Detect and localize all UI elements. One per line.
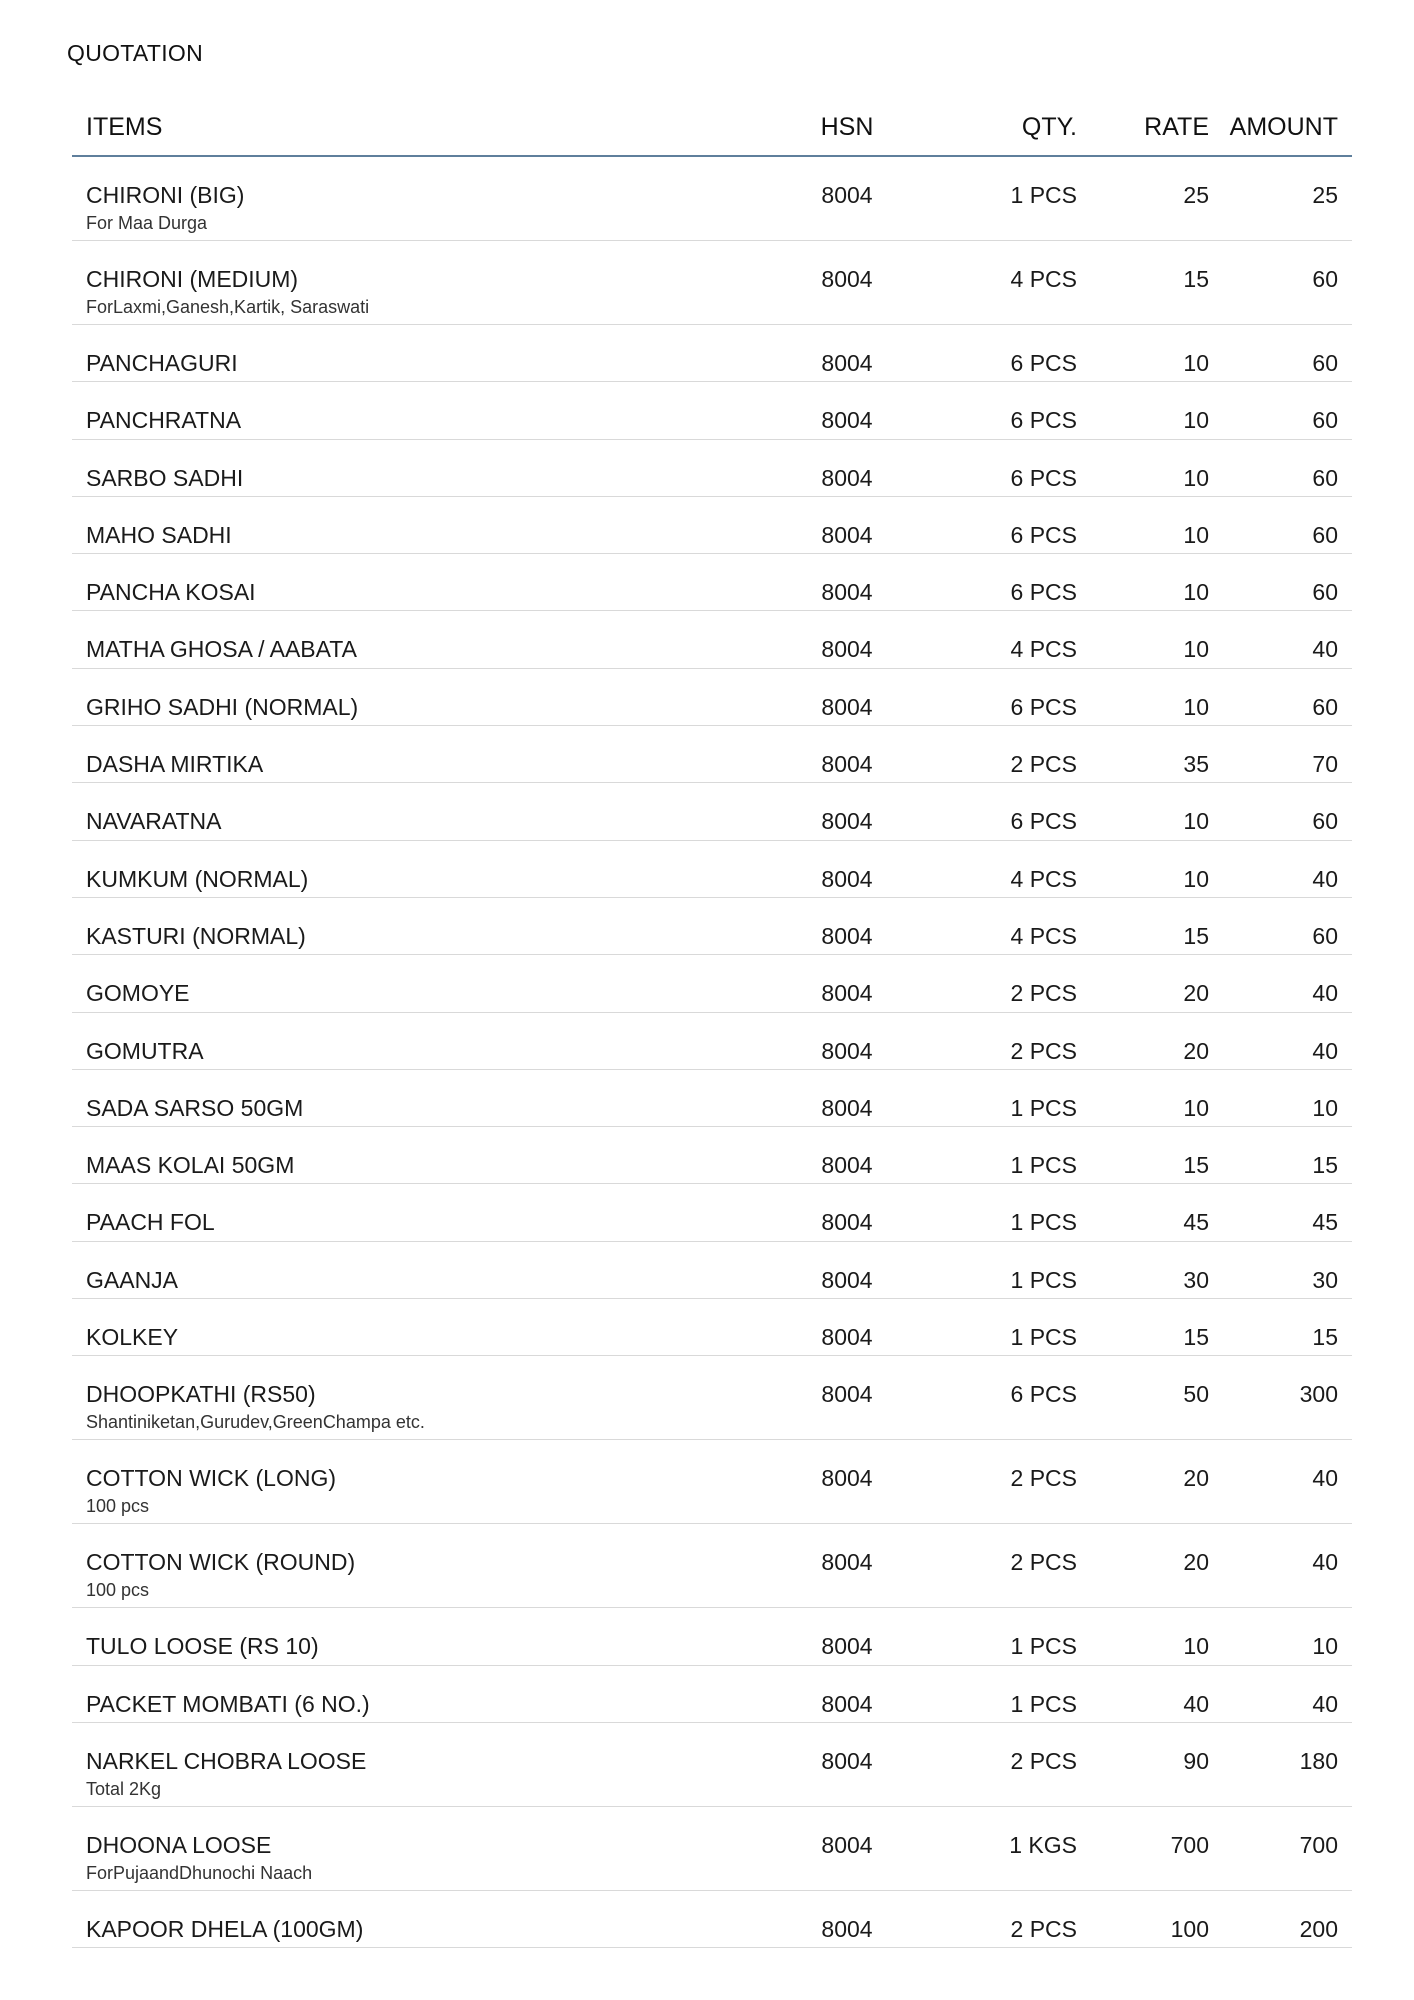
table-row xyxy=(72,1440,1352,1524)
item-name: GOMOYE xyxy=(86,980,190,1007)
amount-cell: 60 xyxy=(1312,579,1338,606)
hsn-cell: 8004 xyxy=(821,407,873,434)
qty-cell: 1 PCS xyxy=(1010,182,1077,208)
item-name: PANCHAGURI xyxy=(86,350,238,376)
item-cell xyxy=(72,241,762,316)
header-rate: RATE xyxy=(1144,113,1209,141)
hsn-cell: 8004 xyxy=(821,1094,873,1121)
document-title: QUOTATION xyxy=(67,40,204,66)
amount-cell: 180 xyxy=(1299,1747,1338,1774)
rate-cell: 10 xyxy=(1183,579,1209,606)
hsn-cell: 8004 xyxy=(821,266,873,292)
hsn-cell: 8004 xyxy=(821,1209,873,1236)
amount-cell: 300 xyxy=(1299,1381,1338,1408)
hsn-cell: 8004 xyxy=(821,1633,873,1660)
amount-cell: 25 xyxy=(1312,182,1338,208)
qty-cell: 4 PCS xyxy=(1010,922,1077,949)
item-name: KUMKUM (NORMAL) xyxy=(86,865,309,892)
amount-cell: 60 xyxy=(1312,266,1338,292)
item-name: DHOOPKATHI (RS50) xyxy=(86,1381,316,1408)
item-cell xyxy=(72,726,762,776)
item-note: 100 pcs xyxy=(86,1580,150,1601)
item-name: GAANJA xyxy=(86,1266,179,1293)
item-name: MAAS KOLAI 50GM xyxy=(86,1152,295,1179)
rate-cell: 10 xyxy=(1183,1633,1209,1660)
item-name: NAVARATNA xyxy=(86,808,222,835)
qty-cell: 2 PCS xyxy=(1010,1037,1077,1064)
header-amount: AMOUNT xyxy=(1229,113,1338,141)
amount-cell: 15 xyxy=(1312,1324,1338,1351)
item-cell xyxy=(72,955,762,1005)
rate-cell: 20 xyxy=(1183,980,1209,1007)
item-cell xyxy=(72,1807,762,1882)
rate-cell: 10 xyxy=(1183,350,1209,376)
item-name: PANCHRATNA xyxy=(86,407,242,434)
hsn-cell: 8004 xyxy=(821,1266,873,1293)
amount-cell: 40 xyxy=(1312,980,1338,1007)
table-row xyxy=(72,726,1352,783)
table-row xyxy=(72,1723,1352,1807)
item-name: TULO LOOSE (RS 10) xyxy=(86,1633,319,1660)
rate-cell: 45 xyxy=(1183,1209,1209,1236)
table-row xyxy=(72,1666,1352,1723)
item-cell xyxy=(72,157,762,232)
qty-cell: 6 PCS xyxy=(1010,407,1077,434)
qty-cell: 1 PCS xyxy=(1010,1266,1077,1293)
hsn-cell: 8004 xyxy=(821,464,873,491)
amount-cell: 60 xyxy=(1312,521,1338,548)
hsn-cell: 8004 xyxy=(821,980,873,1007)
table-row xyxy=(72,841,1352,898)
table-row xyxy=(72,157,1352,241)
item-name: MATHA GHOSA / AABATA xyxy=(86,636,357,663)
rate-cell: 35 xyxy=(1183,751,1209,778)
rate-cell: 20 xyxy=(1183,1465,1209,1492)
item-name: DHOONA LOOSE xyxy=(86,1831,272,1858)
hsn-cell: 8004 xyxy=(821,1324,873,1351)
item-note: ForLaxmi,Ganesh,Kartik, Saraswati xyxy=(86,297,370,317)
table-row xyxy=(72,1242,1352,1299)
table-row xyxy=(72,1524,1352,1608)
hsn-cell: 8004 xyxy=(821,1037,873,1064)
qty-cell: 2 PCS xyxy=(1010,980,1077,1007)
rate-cell: 30 xyxy=(1183,1266,1209,1293)
amount-cell: 70 xyxy=(1312,751,1338,778)
rate-cell: 10 xyxy=(1183,636,1209,663)
table-row xyxy=(72,440,1352,497)
hsn-cell: 8004 xyxy=(821,1915,873,1942)
table-row xyxy=(72,1891,1352,1948)
rate-cell: 700 xyxy=(1170,1831,1209,1858)
hsn-cell: 8004 xyxy=(821,1549,873,1576)
qty-cell: 1 KGS xyxy=(1009,1831,1077,1858)
qty-cell: 1 PCS xyxy=(1010,1209,1077,1236)
qty-cell: 6 PCS xyxy=(1010,521,1077,548)
item-name: PANCHA KOSAI xyxy=(86,579,256,606)
table-row xyxy=(72,382,1352,439)
item-name: SARBO SADHI xyxy=(86,464,244,491)
qty-cell: 6 PCS xyxy=(1010,1381,1077,1408)
table-row xyxy=(72,783,1352,840)
item-cell xyxy=(72,1524,762,1599)
hsn-cell: 8004 xyxy=(821,1831,873,1858)
item-name: DASHA MIRTIKA xyxy=(86,751,264,778)
table-row xyxy=(72,1608,1352,1665)
item-cell xyxy=(72,783,762,833)
qty-cell: 2 PCS xyxy=(1010,1747,1077,1774)
item-note: 100 pcs xyxy=(86,1496,150,1517)
rate-cell: 90 xyxy=(1183,1747,1209,1774)
item-name: PACKET MOMBATI (6 NO.) xyxy=(86,1690,370,1717)
hsn-cell: 8004 xyxy=(821,521,873,548)
amount-cell: 40 xyxy=(1312,1690,1338,1717)
item-name: NARKEL CHOBRA LOOSE xyxy=(86,1747,367,1774)
item-name: MAHO SADHI xyxy=(86,521,232,548)
item-cell xyxy=(72,841,762,891)
item-name: CHIRONI (MEDIUM) xyxy=(86,266,299,292)
amount-cell: 45 xyxy=(1312,1209,1338,1236)
item-note: For Maa Durga xyxy=(86,213,208,233)
hsn-cell: 8004 xyxy=(821,1465,873,1492)
item-note: Shantiniketan,Gurudev,GreenChampa etc. xyxy=(86,1412,425,1433)
hsn-cell: 8004 xyxy=(821,1690,873,1717)
qty-cell: 6 PCS xyxy=(1010,808,1077,835)
hsn-cell: 8004 xyxy=(821,865,873,892)
table-row xyxy=(72,497,1352,554)
qty-cell: 6 PCS xyxy=(1010,464,1077,491)
table-row xyxy=(72,669,1352,726)
table-body xyxy=(72,157,1352,1948)
item-name: KASTURI (NORMAL) xyxy=(86,922,306,949)
item-name: SADA SARSO 50GM xyxy=(86,1094,304,1121)
amount-cell: 40 xyxy=(1312,636,1338,663)
qty-cell: 1 PCS xyxy=(1010,1324,1077,1351)
qty-cell: 6 PCS xyxy=(1010,579,1077,606)
hsn-cell: 8004 xyxy=(821,579,873,606)
amount-cell: 40 xyxy=(1312,1549,1338,1576)
hsn-cell: 8004 xyxy=(821,1381,873,1408)
table-row xyxy=(72,241,1352,325)
amount-cell: 40 xyxy=(1312,865,1338,892)
item-name: KAPOOR DHELA (100GM) xyxy=(86,1915,364,1942)
item-note: ForPujaandDhunochi Naach xyxy=(86,1862,313,1883)
qty-cell: 4 PCS xyxy=(1010,266,1077,292)
header-items: ITEMS xyxy=(86,113,163,141)
header-hsn: HSN xyxy=(820,113,874,141)
item-cell xyxy=(72,325,762,375)
table-row xyxy=(72,1127,1352,1184)
item-name: GRIHO SADHI (NORMAL) xyxy=(86,693,359,720)
qty-cell: 1 PCS xyxy=(1010,1152,1077,1179)
item-cell xyxy=(72,1070,762,1120)
amount-cell: 40 xyxy=(1312,1037,1338,1064)
amount-cell: 30 xyxy=(1312,1266,1338,1293)
rate-cell: 10 xyxy=(1183,808,1209,835)
amount-cell: 700 xyxy=(1299,1831,1338,1858)
qty-cell: 1 PCS xyxy=(1010,1094,1077,1121)
table-row xyxy=(72,611,1352,668)
hsn-cell: 8004 xyxy=(821,693,873,720)
item-cell xyxy=(72,898,762,948)
amount-cell: 60 xyxy=(1312,922,1338,949)
rate-cell: 15 xyxy=(1183,922,1209,949)
item-cell xyxy=(72,1666,762,1716)
quotation-table xyxy=(72,100,1352,1948)
table-row xyxy=(72,1299,1352,1356)
rate-cell: 15 xyxy=(1183,1324,1209,1351)
amount-cell: 60 xyxy=(1312,350,1338,376)
hsn-cell: 8004 xyxy=(821,636,873,663)
header-qty: QTY. xyxy=(1021,113,1077,141)
qty-cell: 1 PCS xyxy=(1010,1633,1077,1660)
amount-cell: 10 xyxy=(1312,1633,1338,1660)
rate-cell: 15 xyxy=(1183,1152,1209,1179)
item-name: PAACH FOL xyxy=(86,1209,215,1236)
item-cell xyxy=(72,611,762,661)
item-cell xyxy=(72,440,762,490)
item-cell xyxy=(72,1127,762,1177)
hsn-cell: 8004 xyxy=(821,1152,873,1179)
hsn-cell: 8004 xyxy=(821,350,873,376)
rate-cell: 100 xyxy=(1170,1915,1209,1942)
rate-cell: 20 xyxy=(1183,1037,1209,1064)
amount-cell: 200 xyxy=(1299,1915,1338,1942)
table-row xyxy=(72,554,1352,611)
amount-cell: 60 xyxy=(1312,464,1338,491)
item-name: GOMUTRA xyxy=(86,1037,204,1064)
table-header xyxy=(72,100,1352,157)
rate-cell: 10 xyxy=(1183,407,1209,434)
qty-cell: 2 PCS xyxy=(1010,1549,1077,1576)
table-row xyxy=(72,955,1352,1012)
rate-cell: 40 xyxy=(1183,1690,1209,1717)
item-name: COTTON WICK (LONG) xyxy=(86,1465,337,1492)
item-cell xyxy=(72,669,762,719)
rate-cell: 10 xyxy=(1183,1094,1209,1121)
qty-cell: 2 PCS xyxy=(1010,1915,1077,1942)
item-note: Total 2Kg xyxy=(86,1778,162,1799)
table-row xyxy=(72,1184,1352,1241)
rate-cell: 15 xyxy=(1183,266,1209,292)
table-row xyxy=(72,898,1352,955)
rate-cell: 25 xyxy=(1183,182,1209,208)
qty-cell: 1 PCS xyxy=(1010,1690,1077,1717)
item-cell xyxy=(72,382,762,432)
table-row xyxy=(72,1356,1352,1440)
table-row xyxy=(72,1070,1352,1127)
item-cell xyxy=(72,1356,762,1431)
item-cell xyxy=(72,1184,762,1234)
item-cell xyxy=(72,1440,762,1515)
item-cell xyxy=(72,1299,762,1349)
qty-cell: 4 PCS xyxy=(1010,865,1077,892)
qty-cell: 2 PCS xyxy=(1010,751,1077,778)
rate-cell: 10 xyxy=(1183,865,1209,892)
item-cell xyxy=(72,1891,762,1941)
qty-cell: 2 PCS xyxy=(1010,1465,1077,1492)
amount-cell: 60 xyxy=(1312,693,1338,720)
table-row xyxy=(72,325,1352,382)
hsn-cell: 8004 xyxy=(821,182,873,208)
rate-cell: 10 xyxy=(1183,693,1209,720)
item-cell xyxy=(72,497,762,547)
item-cell xyxy=(72,1013,762,1063)
item-cell xyxy=(72,1608,762,1658)
amount-cell: 60 xyxy=(1312,407,1338,434)
table-row xyxy=(72,1013,1352,1070)
amount-cell: 10 xyxy=(1312,1094,1338,1121)
hsn-cell: 8004 xyxy=(821,1747,873,1774)
rate-cell: 10 xyxy=(1183,521,1209,548)
hsn-cell: 8004 xyxy=(821,751,873,778)
hsn-cell: 8004 xyxy=(821,808,873,835)
item-cell xyxy=(72,554,762,604)
item-cell xyxy=(72,1723,762,1798)
rate-cell: 50 xyxy=(1183,1381,1209,1408)
qty-cell: 6 PCS xyxy=(1010,693,1077,720)
amount-cell: 15 xyxy=(1312,1152,1338,1179)
rate-cell: 20 xyxy=(1183,1549,1209,1576)
item-name: CHIRONI (BIG) xyxy=(86,182,245,208)
item-name: KOLKEY xyxy=(86,1324,179,1351)
rate-cell: 10 xyxy=(1183,464,1209,491)
qty-cell: 4 PCS xyxy=(1010,636,1077,663)
hsn-cell: 8004 xyxy=(821,922,873,949)
item-name: COTTON WICK (ROUND) xyxy=(86,1549,356,1576)
qty-cell: 6 PCS xyxy=(1010,350,1077,376)
amount-cell: 60 xyxy=(1312,808,1338,835)
table-row xyxy=(72,1807,1352,1891)
amount-cell: 40 xyxy=(1312,1465,1338,1492)
item-cell xyxy=(72,1242,762,1292)
